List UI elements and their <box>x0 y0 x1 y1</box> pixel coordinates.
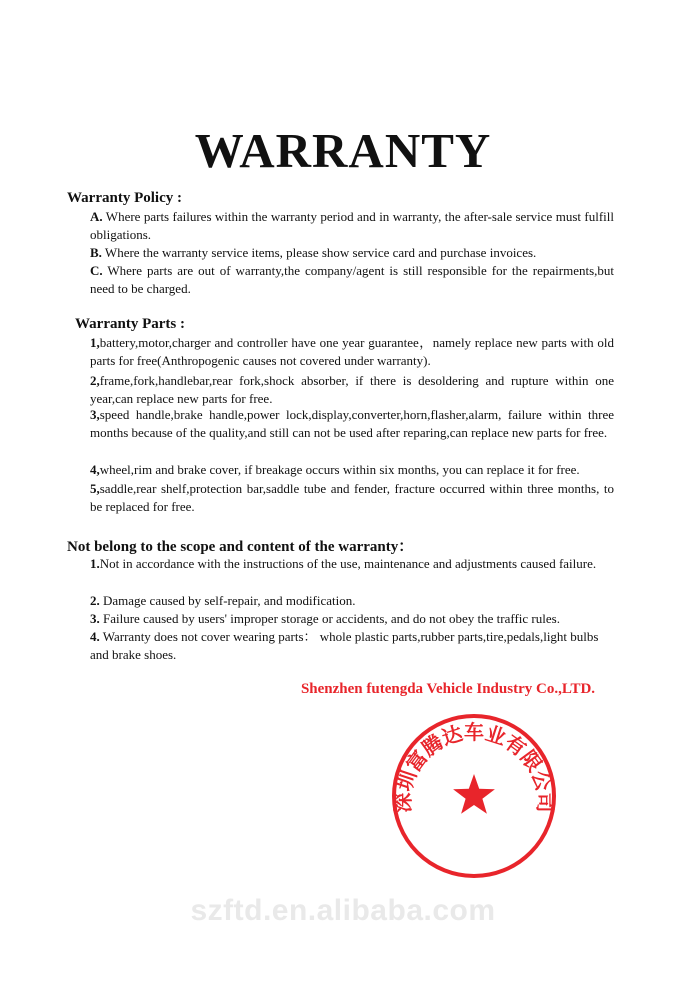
parts-heading: Warranty Parts : <box>75 316 185 332</box>
exclusions-heading: Not belong to the scope and content of the warranty： <box>67 539 414 555</box>
seal-star-icon <box>453 774 495 814</box>
parts-item-num: 4, <box>90 462 100 477</box>
policy-item-num: B. <box>90 245 102 260</box>
policy-item-num: A. <box>90 209 103 224</box>
parts-item-text: wheel,rim and brake cover, if breakage occurs within six months, you can replace it for free. <box>99 462 580 477</box>
exclusions-item-num: 4. <box>90 629 100 644</box>
parts-item-4 <box>90 461 614 479</box>
policy-item-text: Where the warranty service items, please show service card and purchase invoices. <box>101 245 537 260</box>
parts-item-text: speed handle,brake handle,power lock,display,converter,horn,flasher,alarm, failure within three months because of the quality,and still can not be used after reparing,can replace new parts for free. <box>90 407 614 440</box>
policy-item-text: Where parts are out of warranty,the company/agent is still responsible for the repairments,but need to be charged. <box>90 263 614 296</box>
policy-item-c <box>90 262 614 298</box>
parts-item-num: 1, <box>90 335 100 350</box>
exclusions-item-3 <box>90 610 610 628</box>
parts-item-text: frame,fork,handlebar,rear fork,shock absorber, if there is desoldering and rupture within one year,can replace new parts for free. <box>90 373 614 406</box>
parts-item-text: saddle,rear shelf,protection bar,saddle tube and fender, fracture occurred within three months, to be replaced for free. <box>90 481 614 514</box>
exclusions-item-text: Warranty does not cover wearing parts： whole plastic parts,rubber parts,tire,pedals,light bulbs and brake shoes. <box>90 629 599 662</box>
exclusions-item-4 <box>90 628 610 664</box>
policy-heading: Warranty Policy : <box>67 190 182 206</box>
exclusions-item-text: Not in accordance with the instructions of the use, maintenance and adjustments caused failure. <box>99 556 597 571</box>
parts-item-num: 2, <box>90 373 100 388</box>
policy-item-num: C. <box>90 263 103 278</box>
exclusions-item-text: Failure caused by users' improper storage or accidents, and do not obey the traffic rules. <box>99 611 560 626</box>
seal-text: 深圳富腾达车业有限公司 <box>390 719 558 813</box>
exclusions-item-2 <box>90 592 600 610</box>
company-name: Shenzhen futengda Vehicle Industry Co.,LTD. <box>300 681 596 697</box>
parts-item-5 <box>90 480 614 516</box>
policy-item-a <box>90 208 614 244</box>
exclusions-item-num: 1. <box>90 556 100 571</box>
exclusions-item-1 <box>90 555 600 573</box>
parts-item-num: 5, <box>90 481 100 496</box>
exclusions-item-text: Damage caused by self-repair, and modification. <box>99 593 356 608</box>
page-title: WARRANTY <box>194 123 492 178</box>
policy-item-text: Where parts failures within the warranty period and in warranty, the after-sale service must fulfill obligations. <box>90 209 614 242</box>
parts-item-3 <box>90 406 614 442</box>
company-seal-stamp <box>390 712 558 880</box>
parts-item-2 <box>90 372 614 408</box>
parts-item-text: battery,motor,charger and controller have one year guarantee，namely replace new parts with old parts for free(Anthropogenic causes not covered under warranty). <box>90 335 614 368</box>
exclusions-item-num: 2. <box>90 593 100 608</box>
exclusions-item-num: 3. <box>90 611 100 626</box>
watermark: szftd.en.alibaba.com <box>190 894 496 927</box>
parts-item-1 <box>90 334 614 370</box>
policy-item-b <box>90 244 614 262</box>
parts-item-num: 3, <box>90 407 100 422</box>
